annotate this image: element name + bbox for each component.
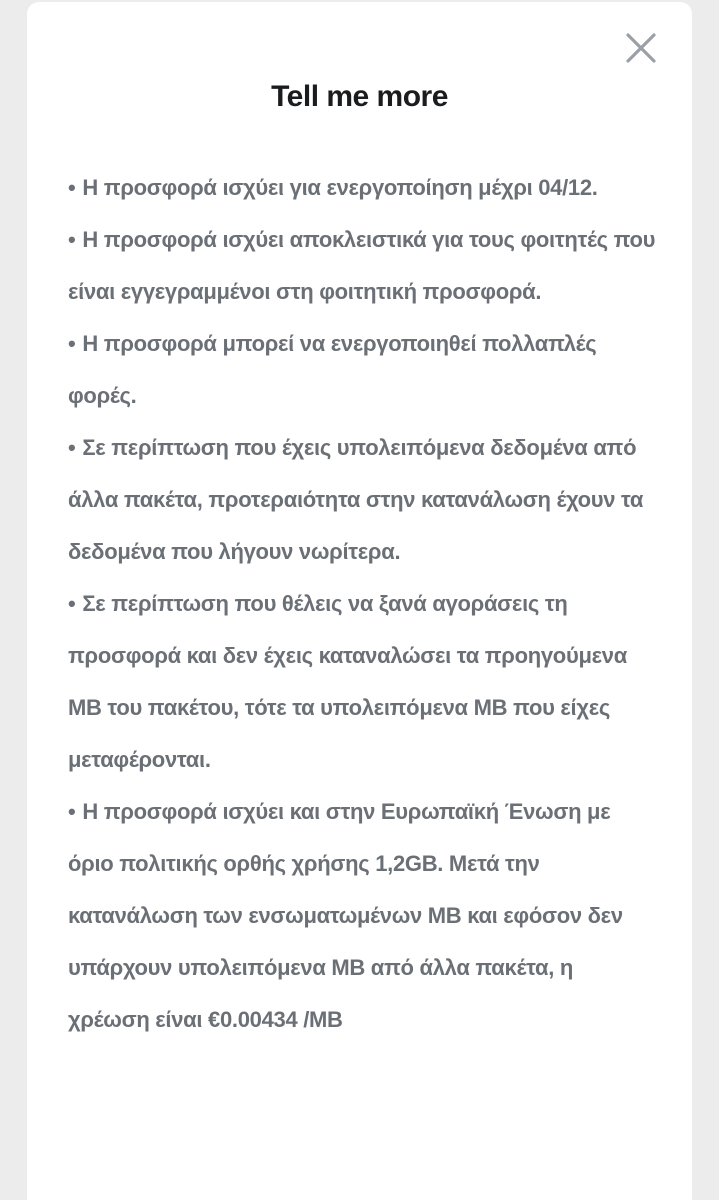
close-icon bbox=[625, 32, 657, 64]
bullet-marker: • bbox=[68, 331, 76, 356]
bullet-item bbox=[68, 318, 656, 422]
tell-me-more-modal bbox=[27, 2, 692, 1200]
bullet-marker: • bbox=[68, 799, 76, 824]
bullet-text: Η προσφορά μπορεί να ενεργοποιηθεί πολλαπλές φορές. bbox=[68, 331, 597, 408]
bullet-list bbox=[68, 162, 656, 1046]
close-button[interactable] bbox=[623, 30, 659, 66]
bullet-marker: • bbox=[68, 435, 76, 460]
bullet-item bbox=[68, 786, 656, 1046]
bullet-marker: • bbox=[68, 175, 76, 200]
bullet-text: Η προσφορά ισχύει αποκλειστικά για τους φοιτητές που είναι εγγεγραμμένοι στη φοιτητική προσφορά. bbox=[68, 227, 656, 304]
bullet-item bbox=[68, 422, 656, 578]
bullet-text: Η προσφορά ισχύει για ενεργοποίηση μέχρι 04/12. bbox=[82, 175, 598, 200]
bullet-marker: • bbox=[68, 591, 76, 616]
bullet-item bbox=[68, 214, 656, 318]
bullet-item bbox=[68, 578, 656, 786]
modal-title: Tell me more bbox=[271, 80, 448, 113]
bullet-text: Σε περίπτωση που θέλεις να ξανά αγοράσεις τη προσφορά και δεν έχεις καταναλώσει τα προηγούμενα MB του πακέτου, τότε τα υπολειπόμενα MB που είχες μεταφέρονται. bbox=[68, 591, 627, 772]
bullet-item bbox=[68, 162, 656, 214]
bullet-marker: • bbox=[68, 227, 76, 252]
bullet-text: Σε περίπτωση που έχεις υπολειπόμενα δεδομένα από άλλα πακέτα, προτεραιότητα στην κατανάλωση έχουν τα δεδομένα που λήγουν νωρίτερα. bbox=[68, 435, 644, 564]
bullet-text: Η προσφορά ισχύει και στην Ευρωπαϊκή Ένωση με όριο πολιτικής ορθής χρήσης 1,2GB. Μετά την κατανάλωση των ενσωματωμένων MB και εφόσον δεν υπάρχουν υπολειπόμενα MB από άλλα πακέτα, η χρέωση είναι €0.00434 /MB bbox=[68, 799, 623, 1032]
